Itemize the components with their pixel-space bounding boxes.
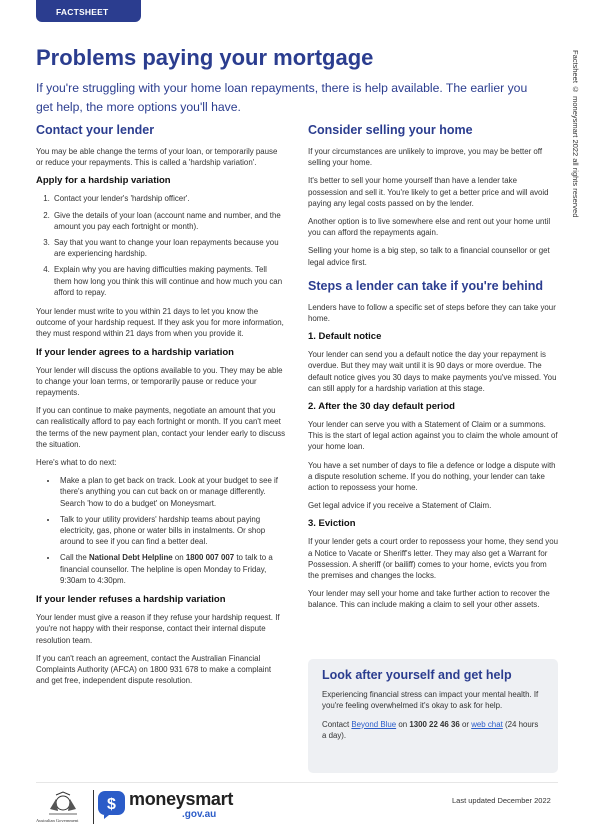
- callout-paragraph-2: Contact Beyond Blue on 1300 22 46 36 or web chat (24 hours a day).: [322, 719, 539, 740]
- footer-logo-divider: [93, 790, 94, 824]
- helpline-number: 1800 007 007: [185, 553, 235, 563]
- moneysmart-brand: moneysmart: [129, 789, 234, 809]
- callout-heading: Look after yourself and get help: [322, 668, 512, 682]
- moneysmart-logo-icon: [98, 791, 125, 819]
- default-notice-heading: 1. Default notice: [308, 331, 382, 343]
- helpline-name: National Debt Helpline: [88, 553, 173, 563]
- contact-paragraph: You may be able change the terms of your loan, or temporarily pause or reduce your repayments. This is called a 'hardship variation'.: [36, 147, 278, 168]
- default-period-paragraph-3: Get legal advice if you receive a Statement of Claim.: [308, 501, 492, 511]
- help-callout-box: [308, 659, 558, 773]
- refuses-heading: If your lender refuses a hardship variation: [36, 594, 226, 606]
- government-label: Australian Government: [36, 818, 79, 823]
- list-item: • Call the National Debt Helpline on 1800 007 007 to talk to a financial counsellor. The helpline is open Monday to Friday, 9:30am to 4:30pm.: [58, 552, 286, 586]
- intro-text: If you're struggling with your home loan repayments, there is help available. The earlier you get help, the more options you'll have.: [36, 81, 528, 114]
- beyond-blue-phone: 1300 22 46 36: [409, 719, 460, 729]
- agrees-paragraph-2: If you can continue to make payments, negotiate an amount that you can realistically afford to pay each fortnight or month. If you can't meet the terms of the new payment plan, contact your lender early to discuss the situation.: [36, 406, 286, 449]
- apply-outcome-paragraph: Your lender must write to you within 21 days to let you know the outcome of your hardship request. If they ask you for more information, they must respond within 21 days from when you provide it.: [36, 307, 284, 339]
- eviction-paragraph-2: Your lender may sell your home and take further action to recover the balance. This can include making a claim to sell your other assets.: [308, 589, 550, 610]
- last-updated-text: Last updated December 2022: [452, 796, 551, 805]
- selling-paragraph-2: It's better to sell your home yourself than have a lender take possession and sell it. You're likely to get a better price and will avoid paying any legal costs passed on by the lender.: [308, 176, 549, 208]
- list-item: 4. Explain why you are having difficulties making payments. Tell them how long you think this will continue and how much you can afford to repay.: [52, 264, 286, 298]
- default-period-paragraph-1: Your lender can serve you with a Statement of Claim or a summons. This is the start of legal action against you to claim the whole amount of your home loan.: [308, 420, 558, 452]
- moneysmart-domain: .gov.au: [182, 809, 217, 820]
- refuses-paragraph-2: If you can't reach an agreement, contact the Australian Financial Complaints Authority (AFCA) on 1800 931 678 to make a complaint and get free, independent dispute resolution.: [36, 653, 272, 686]
- factsheet-tag: FACTSHEET: [36, 0, 141, 22]
- selling-paragraph-3: Another option is to live somewhere else and rent out your home until you can afford the repayments again.: [308, 217, 551, 238]
- selling-paragraph-1: If your circumstances are unlikely to improve, you may be better off selling your home.: [308, 147, 543, 168]
- default-notice-paragraph: Your lender can send you a default notice the day your repayment is overdue. But they may wait until it is 90 days or more overdue. The default notice gives you 30 days to make payments you've missed. You can still apply for a hardship variation at this stage.: [308, 350, 557, 393]
- selling-heading: Consider selling your home: [308, 123, 473, 137]
- eviction-heading: 3. Eviction: [308, 518, 356, 530]
- right-column: [308, 122, 558, 618]
- agrees-paragraph-3: Here's what to do next:: [36, 458, 117, 468]
- beyond-blue-link[interactable]: Beyond Blue: [351, 719, 397, 729]
- apply-heading: Apply for a hardship variation: [36, 175, 171, 187]
- list-item: 1. Contact your lender's 'hardship officer'.: [52, 193, 286, 204]
- callout-paragraph-1: Experiencing financial stress can impact your mental health. If you're feeling overwhelmed it's okay to ask for help.: [322, 690, 539, 711]
- agrees-heading: If your lender agrees to a hardship variation: [36, 346, 234, 358]
- refuses-paragraph-1: Your lender must give a reason if they refuse your hardship request. If you're not happy with their response, contact their internal dispute resolution team.: [36, 613, 280, 645]
- svg-text:$: $: [107, 796, 116, 813]
- footer-divider: [36, 782, 558, 783]
- selling-paragraph-4: Selling your home is a big step, so talk to a financial counsellor or get legal advice first.: [308, 246, 550, 267]
- steps-intro: Lenders have to follow a specific set of steps before they can take your home.: [308, 302, 556, 324]
- list-item: 2. Give the details of your loan (account name and number, and the amount you pay each fortnight or month).: [52, 210, 286, 232]
- list-item: • Make a plan to get back on track. Look at your budget to see if there's anything you can cut back on or manage differently. Search 'how to do a budget' on Moneysmart.: [58, 475, 286, 509]
- contact-heading: Contact your lender: [36, 123, 155, 137]
- eviction-paragraph-1: If your lender gets a court order to repossess your home, they send you a Notice to Vacate or Sheriff's letter. They may also get a Warrant for Possession. A sheriff (or bailiff) comes to your home, evicts you from the premises and changes the locks.: [308, 537, 559, 581]
- apply-steps-list: [52, 193, 286, 298]
- list-item: 3. Say that you want to change your loan repayments because you are experiencing hardship.: [52, 237, 286, 259]
- agrees-paragraph-1: Your lender will discuss the options available to you. They may be able to change your loan terms, or temporarily pause or reduce your repayments.: [36, 365, 283, 398]
- web-chat-link[interactable]: web chat: [471, 719, 503, 729]
- copyright-side-text: Factsheet © moneysmart 2022 all rights reserved: [571, 50, 580, 218]
- default-period-heading: 2. After the 30 day default period: [308, 401, 455, 413]
- left-column: [36, 122, 286, 693]
- steps-heading: Steps a lender can take if you're behind: [308, 278, 543, 293]
- list-item: • Talk to your utility providers' hardship teams about paying electricity, gas, phone or water bills in instalments. Or shop around to see if you can find a better deal.: [58, 514, 286, 548]
- default-period-paragraph-2: You have a set number of days to file a defence or lodge a dispute with a dispute resolution scheme. If you do nothing, your lender can take action to repossess your home.: [308, 460, 556, 493]
- next-steps-list: [58, 475, 286, 586]
- page-title: Problems paying your mortgage: [36, 45, 374, 70]
